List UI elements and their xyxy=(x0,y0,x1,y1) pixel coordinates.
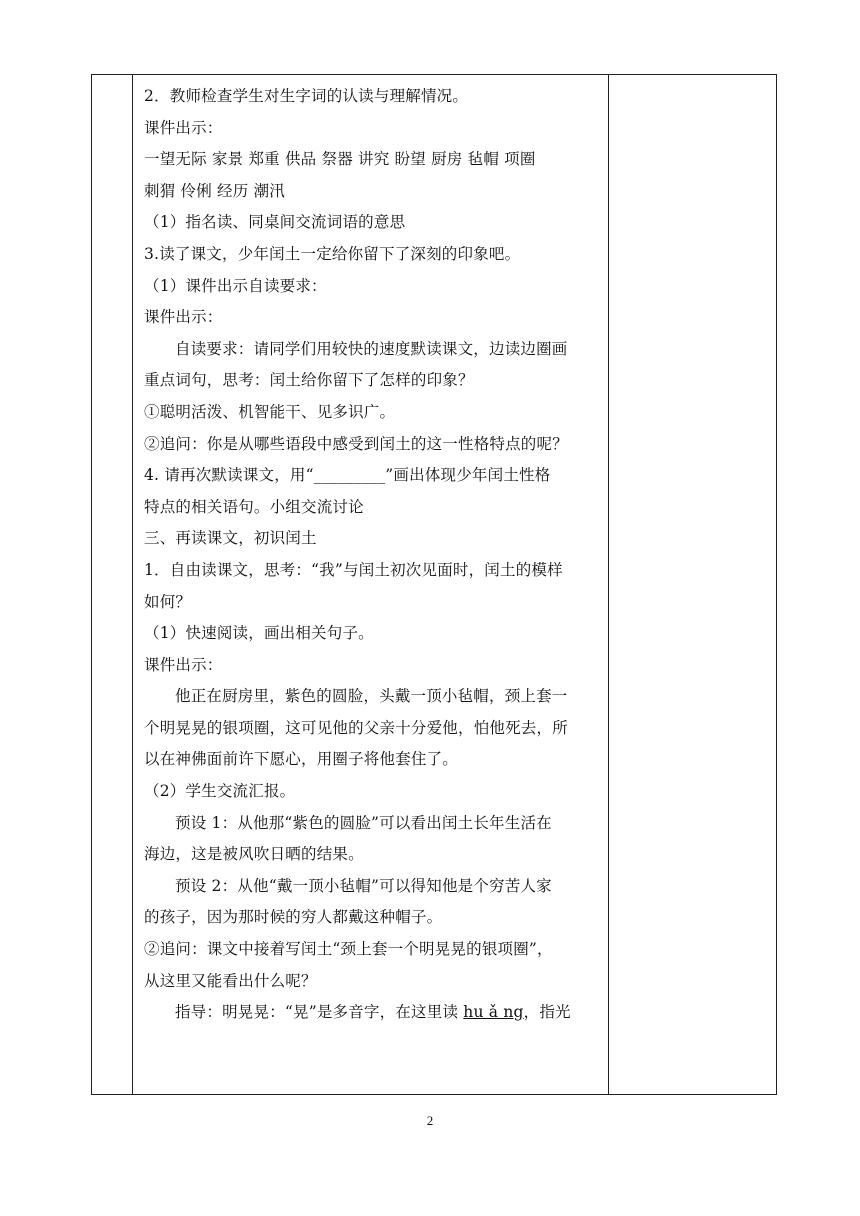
lesson-table xyxy=(91,74,777,1095)
page-number: 2 xyxy=(426,1113,434,1128)
text-line: 以在神佛面前许下愿心，用圈子将他套住了。 xyxy=(144,750,459,769)
table-content-cell xyxy=(144,81,604,1094)
text-line: （2）学生交流汇报。 xyxy=(144,782,296,801)
text-line: 课件出示： xyxy=(144,308,223,327)
text-line: 刺猬 伶俐 经历 潮汛 xyxy=(144,181,285,200)
text-line: ①聪明活泼、机智能干、见多识广。 xyxy=(144,402,396,421)
text-line: 他正在厨房里，紫色的圆脸，头戴一顶小毡帽，颈上套一 xyxy=(175,687,568,706)
text-line: 课件出示： xyxy=(144,655,223,674)
text-line: 3.读了课文，少年闰土一定给你留下了深刻的印象吧。 xyxy=(144,244,521,263)
text-line: 从这里又能看出什么呢？ xyxy=(144,971,317,990)
text-fragment: 指导：明晃晃：“晃”是多音字，在这里读 xyxy=(175,1003,464,1022)
text-line: 预设 1：从他那“紫色的圆脸”可以看出闰土长年生活在 xyxy=(175,813,552,832)
text-line: 一望无际 家景 郑重 供品 祭器 讲究 盼望 厨房 毡帽 项圈 xyxy=(144,150,536,169)
text-line: 1．自由读课文，思考：“我”与闰土初次见面时，闰土的模样 xyxy=(144,560,563,579)
text-line: 海边，这是被风吹日晒的结果。 xyxy=(144,845,364,864)
text-line: 预设 2：从他“戴一顶小毡帽”可以得知他是个穷苦人家 xyxy=(175,876,552,895)
table-notes-column xyxy=(608,75,776,1094)
text-line: 4. 请再次默读课文，用“_________”画出体现少年闰土性格 xyxy=(144,466,551,485)
text-line: （1）指名读、同桌间交流词语的意思 xyxy=(144,213,406,232)
text-line: 个明晃晃的银项圈，这可见他的父亲十分爱他，怕他死去，所 xyxy=(144,718,568,737)
text-line: 的孩子，因为那时候的穷人都戴这种帽子。 xyxy=(144,908,443,927)
table-left-column xyxy=(92,75,133,1094)
text-line: 自读要求：请同学们用较快的速度默读课文，边读边圈画 xyxy=(175,339,568,358)
pinyin-annotation: hu ǎ ng xyxy=(463,1003,524,1022)
text-line: 课件出示： xyxy=(144,118,223,137)
text-line: （1）快速阅读，画出相关句子。 xyxy=(144,624,374,643)
text-line: 如何？ xyxy=(144,592,192,611)
text-line: ②追问：你是从哪些语段中感受到闰土的这一性格特点的呢？ xyxy=(144,434,568,453)
text-line: 三、再读课文，初识闰土 xyxy=(144,529,317,548)
text-line: 特点的相关语句。小组交流讨论 xyxy=(144,497,364,516)
text-line: ②追问：课文中接着写闰土“颈上套一个明晃晃的银项圈”， xyxy=(144,940,553,959)
text-line: （1）课件出示自读要求： xyxy=(144,276,327,295)
text-line: 重点词句，思考：闰土给你留下了怎样的印象？ xyxy=(144,371,474,390)
text-line: 2．教师检查学生对生字词的认读与理解情况。 xyxy=(144,87,469,105)
text-line-last xyxy=(144,997,604,1029)
text-fragment: ，指光 xyxy=(523,1003,571,1022)
